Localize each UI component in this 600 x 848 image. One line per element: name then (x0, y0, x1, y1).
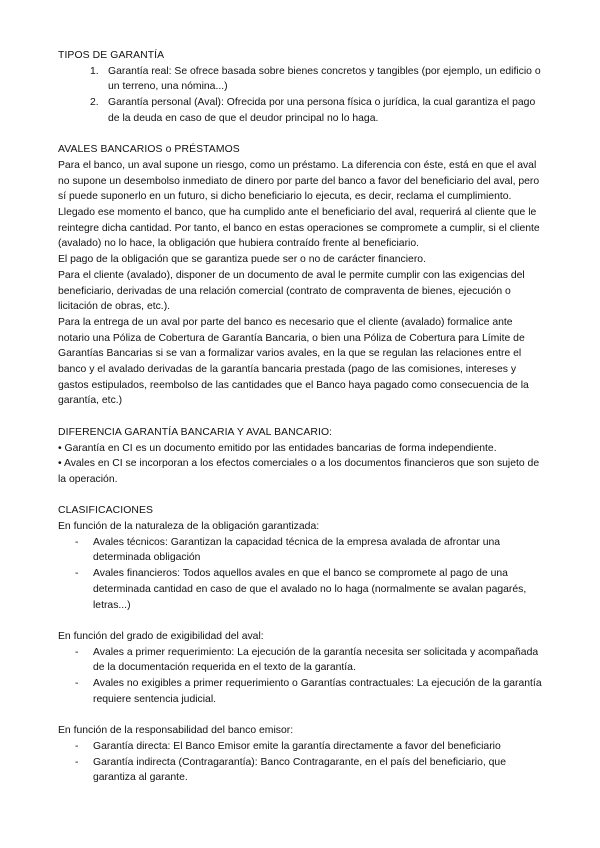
dash-bullet: - (75, 756, 79, 768)
section-avales (58, 142, 544, 409)
group-intro: En función del grado de exigibilidad del aval: (58, 630, 264, 642)
section-clasificaciones (58, 503, 544, 786)
list-item-text: Avales financieros: Todos aquellos avales en que el banco se compromete al pago de una determinada cantidad en caso de que el avalado no lo haga (normalmente se avalan pagarés, letras...) (93, 568, 527, 611)
list-item (58, 645, 544, 676)
dash-bullet: - (75, 678, 79, 690)
list-item-text: Garantía indirecta (Contragarantía): Banco Contragarante, en el país del beneficiario, que garantiza al garante. (93, 756, 506, 784)
paragraph: Para el banco, un aval supone un riesgo, como un préstamo. La diferencia con éste, está en que el aval no supone un desembolso inmediato de dinero por parte del banco a favor del beneficiario del aval, pero sí puede suponerlo en un futuro, si dicho beneficiario lo ejecuta, es decir, reclama el cumplimiento. (58, 159, 540, 203)
list-number: 1. (90, 65, 99, 77)
section-title-diferencia: DIFERENCIA GARANTÍA BANCARIA Y AVAL BANCARIO: (58, 426, 333, 438)
list-item (58, 64, 544, 95)
list-item (58, 755, 544, 786)
section-tipos (58, 48, 544, 127)
list-item (58, 95, 544, 126)
list-number: 2. (90, 97, 99, 109)
group-intro: En función de la responsabilidad del banco emisor: (58, 725, 294, 737)
bullet-line: • Garantía en CI es un documento emitido por las entidades bancarias de forma independiente. (58, 442, 497, 454)
classification-list (58, 535, 544, 614)
classification-list (58, 645, 544, 708)
list-item (58, 739, 544, 755)
paragraph: El pago de la obligación que se garantiza puede ser o no de carácter financiero. (58, 254, 426, 266)
dash-bullet: - (75, 568, 79, 580)
list-item (58, 676, 544, 707)
tipos-list (58, 64, 544, 127)
dash-bullet: - (75, 646, 79, 658)
classification-list (58, 739, 544, 786)
list-item-text: Avales a primer requerimiento: La ejecución de la garantía necesita ser solicitada y acompañada de la documentación requerida en el texto de la garantía. (93, 646, 539, 674)
list-item-text: Garantía personal (Aval): Ofrecida por una persona física o jurídica, la cual garantiza el pago de la deuda en caso de que el deudor principal no lo haga. (108, 97, 536, 124)
section-diferencia (58, 425, 544, 488)
paragraph: Para la entrega de un aval por parte del banco es necesario que el cliente (avalado) formalice ante notario una Póliza de Cobertura de Garantía Bancaria, o bien una Póliza de Cobertura para Límite de Garantías Bancarias si se van a formalizar varios avales, en la que se regulan las relaciones entre el banco y el avalado derivadas de la garantía bancaria prestada (pago de las comisiones, intereses y gastos estipulados, reembolso de las cantidades que el Banco haya pagado como consecuencia de la garantía, etc.) (58, 316, 529, 407)
list-item-text: Avales técnicos: Garantizan la capacidad técnica de la empresa avalada de afrontar una determinada obligación (93, 536, 501, 564)
list-item (58, 535, 544, 566)
bullet-line: • Avales en CI se incorporan a los efectos comerciales o a los documentos financieros que son sujeto de la operación. (58, 458, 540, 485)
list-item-text: Avales no exigibles a primer requerimiento o Garantías contractuales: La ejecución de la garantía requiere sentencia judicial. (93, 678, 542, 705)
paragraph: Para el cliente (avalado), disponer de un documento de aval le permite cumplir con las exigencias del beneficiario, derivadas de una relación comercial (contrato de compraventa de bienes, ejecución o licitación de obras, etc.). (58, 269, 525, 313)
dash-bullet: - (75, 740, 79, 752)
dash-bullet: - (75, 536, 79, 548)
section-title-tipos: TIPOS DE GARANTÍA (58, 50, 165, 61)
list-item-text: Garantía real: Se ofrece basada sobre bienes concretos y tangibles (por ejemplo, un edificio o un terreno, una nómina...) (108, 65, 541, 93)
section-title-clasificaciones: CLASIFICACIONES (58, 505, 154, 517)
group-intro: En función de la naturaleza de la obligación garantizada: (58, 521, 320, 533)
list-item-text: Garantía directa: El Banco Emisor emite la garantía directamente a favor del beneficiario (93, 740, 501, 752)
paragraph: Llegado ese momento el banco, que ha cumplido ante el beneficiario del aval, requerirá al cliente que le reintegre dicha cantidad. Por tanto, el banco en estas operaciones se compromete a cumplir, si el cliente (avalado) no lo hace, la obligación que hubiera contraído frente al beneficiario. (58, 207, 540, 250)
list-item (58, 566, 544, 613)
section-title-avales: AVALES BANCARIOS o PRÉSTAMOS (58, 144, 240, 156)
